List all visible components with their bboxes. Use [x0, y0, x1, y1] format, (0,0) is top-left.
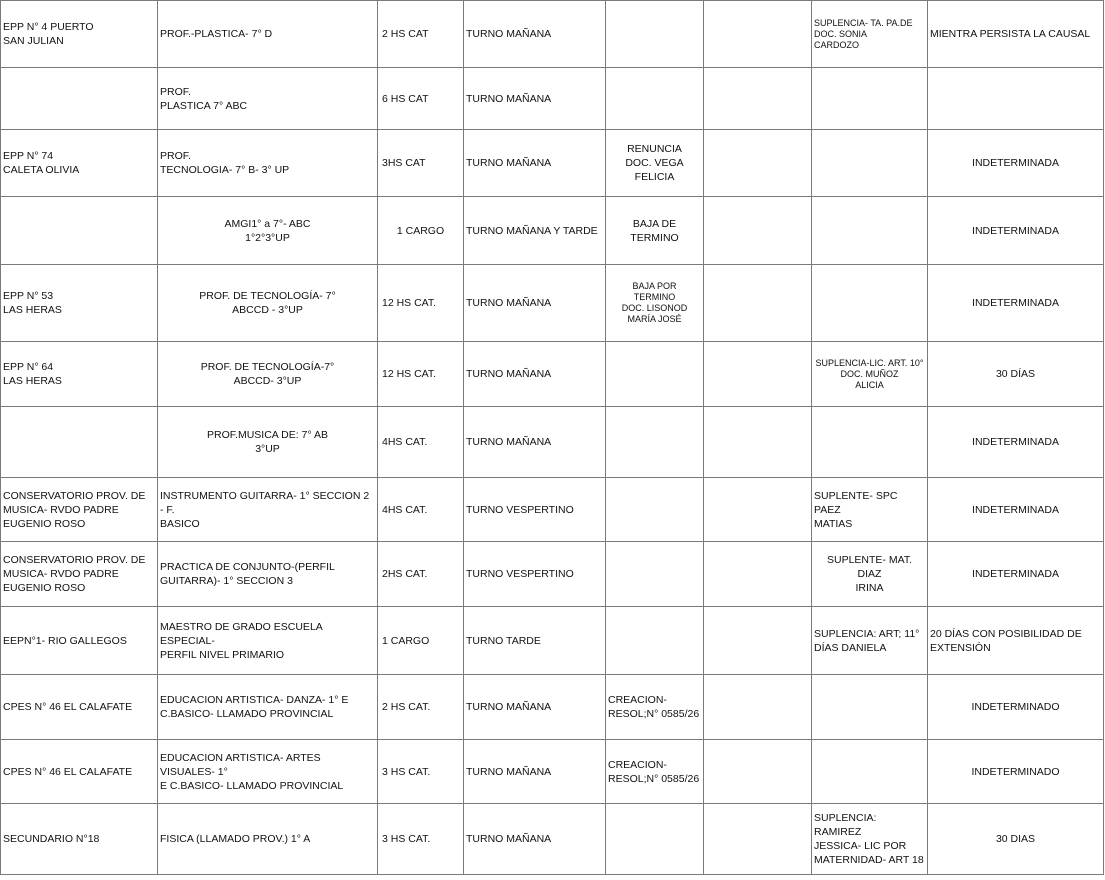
table-row	[1, 675, 1104, 740]
hours-cell: 1 CARGO	[378, 197, 464, 265]
blank-cell	[704, 542, 812, 607]
school-cell: CPES N° 46 EL CALAFATE	[1, 675, 158, 740]
situation-cell: SUPLENCIA- TA. PA.DE DOC. SONIA CARDOZO	[812, 1, 928, 68]
duration-cell: INDETERMINADA	[928, 197, 1104, 265]
table-row	[1, 68, 1104, 130]
duration-cell	[928, 68, 1104, 130]
shift-cell: TURNO MAÑANA	[464, 130, 606, 197]
school-cell: EPP N° 4 PUERTO SAN JULIAN	[1, 1, 158, 68]
blank-cell	[704, 68, 812, 130]
blank-cell	[704, 265, 812, 342]
hours-cell: 3HS CAT	[378, 130, 464, 197]
hours-cell: 12 HS CAT.	[378, 342, 464, 407]
school-cell: CONSERVATORIO PROV. DE MUSICA- RVDO PADRE EUGENIO ROSO	[1, 478, 158, 542]
reason-cell: BAJA DE TERMINO	[606, 197, 704, 265]
reason-cell: CREACION- RESOL;N° 0585/26	[606, 740, 704, 804]
shift-cell: TURNO MAÑANA Y TARDE	[464, 197, 606, 265]
situation-cell: SUPLENTE- SPC PAEZ MATIAS	[812, 478, 928, 542]
hours-cell: 1 CARGO	[378, 607, 464, 675]
table-row	[1, 740, 1104, 804]
position-cell: PROF.-PLASTICA- 7° D	[158, 1, 378, 68]
hours-cell: 3 HS CAT.	[378, 740, 464, 804]
reason-cell: RENUNCIA DOC. VEGA FELICIA	[606, 130, 704, 197]
blank-cell	[704, 342, 812, 407]
school-cell: EPP N° 53 LAS HERAS	[1, 265, 158, 342]
reason-cell: CREACION- RESOL;N° 0585/26	[606, 675, 704, 740]
reason-cell	[606, 542, 704, 607]
situation-cell: SUPLENCIA: ART; 11° DÍAS DANIELA	[812, 607, 928, 675]
reason-cell	[606, 478, 704, 542]
duration-cell: INDETERMINADA	[928, 130, 1104, 197]
shift-cell: TURNO MAÑANA	[464, 1, 606, 68]
position-cell: PROF. DE TECNOLOGÍA- 7° ABCCD - 3°UP	[158, 265, 378, 342]
reason-cell	[606, 342, 704, 407]
school-cell: CONSERVATORIO PROV. DE MUSICA- RVDO PADRE EUGENIO ROSO	[1, 542, 158, 607]
reason-cell	[606, 804, 704, 875]
position-cell: EDUCACION ARTISTICA- ARTES VISUALES- 1° E C.BASICO- LLAMADO PROVINCIAL	[158, 740, 378, 804]
position-cell: FISICA (LLAMADO PROV.) 1° A	[158, 804, 378, 875]
position-cell: PROF. TECNOLOGIA- 7° B- 3° UP	[158, 130, 378, 197]
table-row	[1, 607, 1104, 675]
situation-cell	[812, 407, 928, 478]
situation-cell	[812, 130, 928, 197]
shift-cell: TURNO VESPERTINO	[464, 542, 606, 607]
blank-cell	[704, 407, 812, 478]
school-cell	[1, 197, 158, 265]
hours-cell: 4HS CAT.	[378, 407, 464, 478]
duration-cell: INDETERMINADA	[928, 407, 1104, 478]
blank-cell	[704, 130, 812, 197]
situation-cell	[812, 265, 928, 342]
shift-cell: TURNO MAÑANA	[464, 740, 606, 804]
school-cell	[1, 407, 158, 478]
shift-cell: TURNO TARDE	[464, 607, 606, 675]
blank-cell	[704, 675, 812, 740]
shift-cell: TURNO MAÑANA	[464, 265, 606, 342]
hours-cell: 6 HS CAT	[378, 68, 464, 130]
table-row	[1, 342, 1104, 407]
table-row	[1, 407, 1104, 478]
reason-cell	[606, 1, 704, 68]
blank-cell	[704, 607, 812, 675]
reason-cell	[606, 407, 704, 478]
position-cell: PROF. DE TECNOLOGÍA-7° ABCCD- 3°UP	[158, 342, 378, 407]
blank-cell	[704, 804, 812, 875]
duration-cell: 30 DIAS	[928, 804, 1104, 875]
situation-cell	[812, 197, 928, 265]
blank-cell	[704, 478, 812, 542]
shift-cell: TURNO MAÑANA	[464, 407, 606, 478]
school-cell: EPP N° 64 LAS HERAS	[1, 342, 158, 407]
position-cell: EDUCACION ARTISTICA- DANZA- 1° E C.BASICO- LLAMADO PROVINCIAL	[158, 675, 378, 740]
reason-cell	[606, 607, 704, 675]
reason-cell	[606, 68, 704, 130]
position-cell: PROF.MUSICA DE: 7° AB 3°UP	[158, 407, 378, 478]
blank-cell	[704, 197, 812, 265]
duration-cell: INDETERMINADO	[928, 675, 1104, 740]
hours-cell: 2HS CAT.	[378, 542, 464, 607]
table-row	[1, 130, 1104, 197]
reason-cell: BAJA POR TERMINO DOC. LISONOD MARÍA JOSÉ	[606, 265, 704, 342]
table-row	[1, 542, 1104, 607]
situation-cell: SUPLENCIA-LIC. ART. 10° DOC. MUÑOZ ALICIA	[812, 342, 928, 407]
hours-cell: 3 HS CAT.	[378, 804, 464, 875]
duration-cell: INDETERMINADA	[928, 542, 1104, 607]
shift-cell: TURNO VESPERTINO	[464, 478, 606, 542]
duration-cell: INDETERMINADA	[928, 478, 1104, 542]
hours-cell: 4HS CAT.	[378, 478, 464, 542]
situation-cell	[812, 740, 928, 804]
hours-cell: 2 HS CAT	[378, 1, 464, 68]
school-cell: EEPN°1- RIO GALLEGOS	[1, 607, 158, 675]
position-cell: AMGI1° a 7°- ABC 1°2°3°UP	[158, 197, 378, 265]
position-cell: MAESTRO DE GRADO ESCUELA ESPECIAL- PERFIL NIVEL PRIMARIO	[158, 607, 378, 675]
table-row	[1, 478, 1104, 542]
table-row	[1, 265, 1104, 342]
situation-cell: SUPLENTE- MAT. DIAZ IRINA	[812, 542, 928, 607]
duration-cell: INDETERMINADA	[928, 265, 1104, 342]
shift-cell: TURNO MAÑANA	[464, 675, 606, 740]
hours-cell: 12 HS CAT.	[378, 265, 464, 342]
school-cell: EPP N° 74 CALETA OLIVIA	[1, 130, 158, 197]
duration-cell: 20 DÍAS CON POSIBILIDAD DE EXTENSIÓN	[928, 607, 1104, 675]
duration-cell: MIENTRA PERSISTA LA CAUSAL	[928, 1, 1104, 68]
school-cell	[1, 68, 158, 130]
duration-cell: 30 DÍAS	[928, 342, 1104, 407]
school-cell: CPES N° 46 EL CALAFATE	[1, 740, 158, 804]
shift-cell: TURNO MAÑANA	[464, 68, 606, 130]
situation-cell	[812, 675, 928, 740]
shift-cell: TURNO MAÑANA	[464, 342, 606, 407]
shift-cell: TURNO MAÑANA	[464, 804, 606, 875]
situation-cell: SUPLENCIA: RAMIREZ JESSICA- LIC POR MATERNIDAD- ART 18	[812, 804, 928, 875]
blank-cell	[704, 740, 812, 804]
duration-cell: INDETERMINADO	[928, 740, 1104, 804]
situation-cell	[812, 68, 928, 130]
position-cell: PROF. PLASTICA 7° ABC	[158, 68, 378, 130]
table-row	[1, 197, 1104, 265]
table-row	[1, 1, 1104, 68]
blank-cell	[704, 1, 812, 68]
position-cell: PRACTICA DE CONJUNTO-(PERFIL GUITARRA)- 1° SECCION 3	[158, 542, 378, 607]
table-row	[1, 804, 1104, 875]
position-cell: INSTRUMENTO GUITARRA- 1° SECCION 2 - F. BASICO	[158, 478, 378, 542]
hours-cell: 2 HS CAT.	[378, 675, 464, 740]
school-cell: SECUNDARIO N°18	[1, 804, 158, 875]
